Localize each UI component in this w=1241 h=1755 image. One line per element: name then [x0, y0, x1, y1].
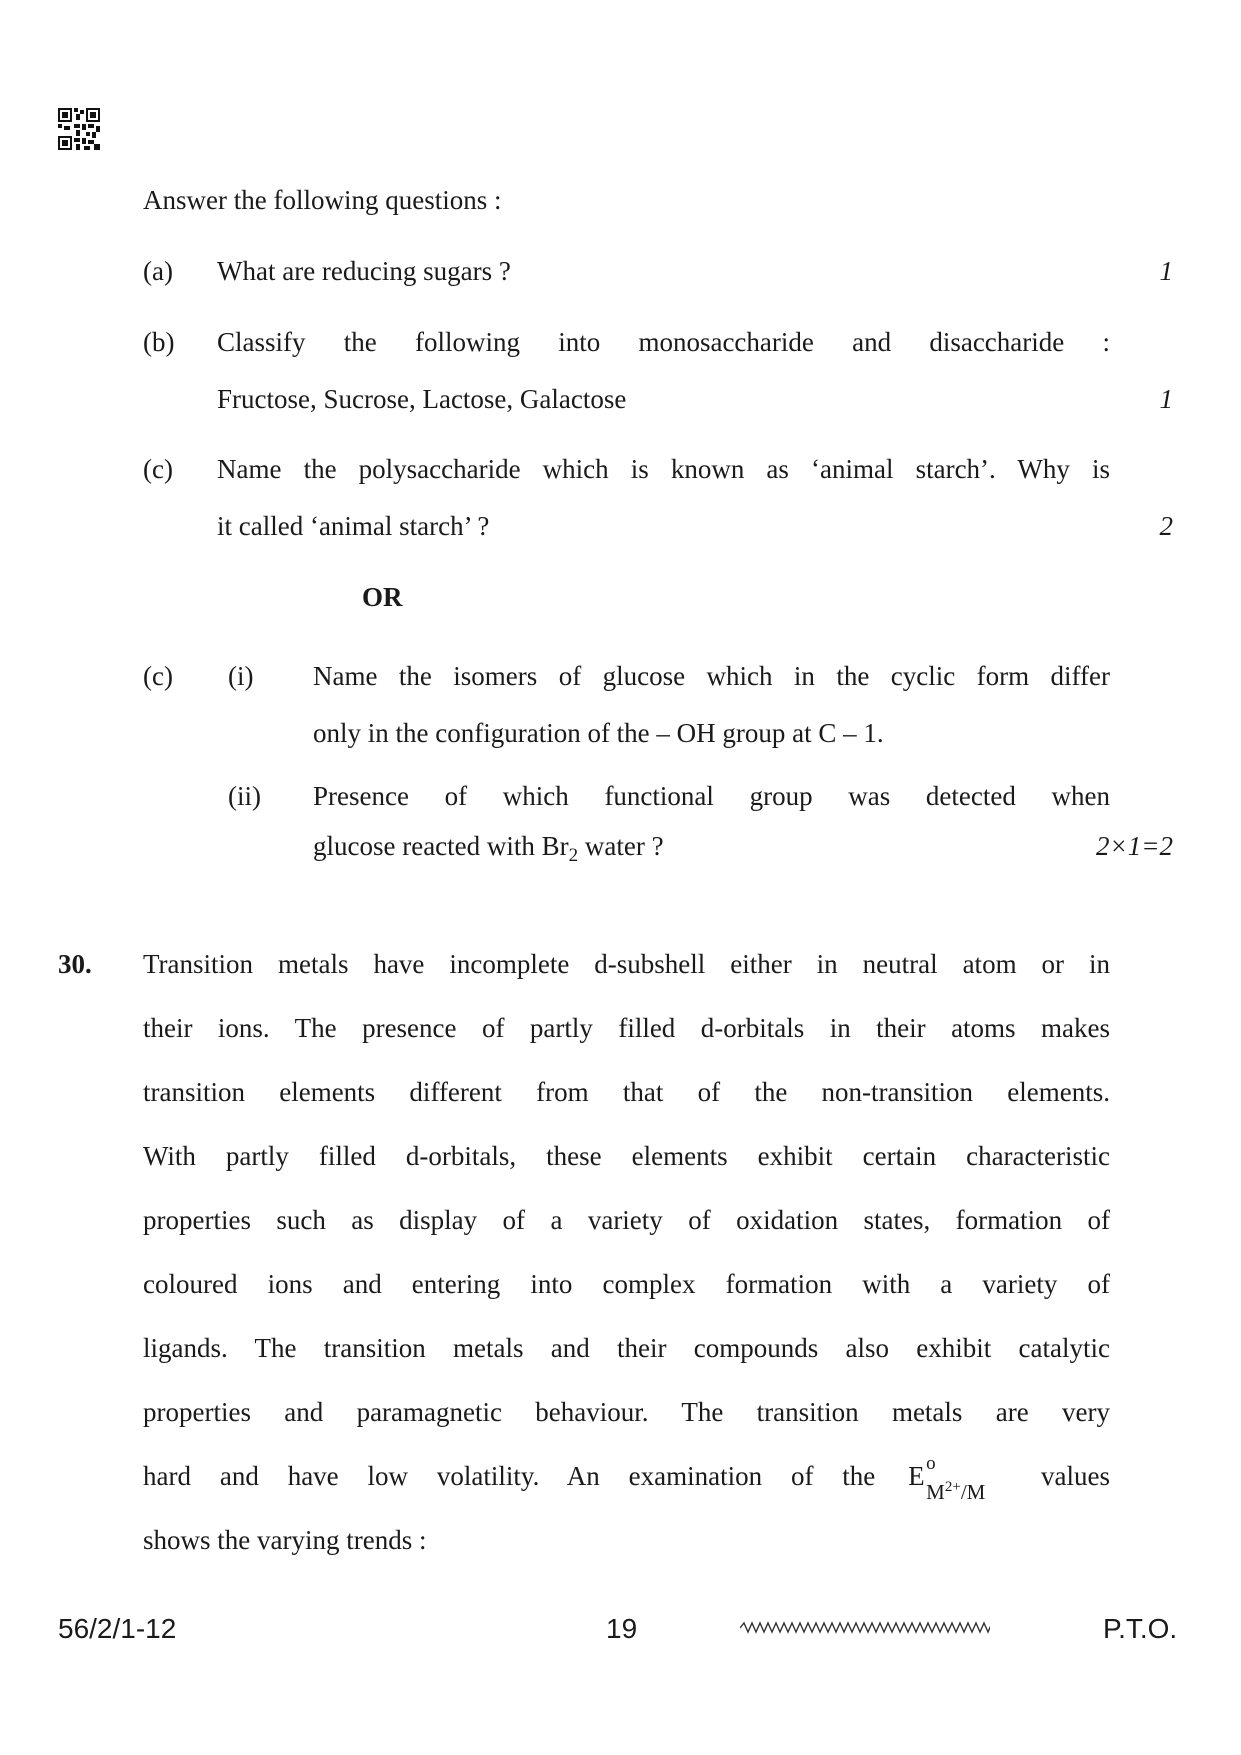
q30-line-6: coloured ions and entering into complex formation with a variety of: [143, 1269, 1110, 1299]
q29c-alt-i-label: (i): [228, 661, 254, 691]
q30-number: 30.: [58, 949, 92, 979]
q29b-line2: Fructose, Sucrose, Lactose, Galactose: [217, 384, 627, 414]
q30-line-8: properties and paramagnetic behaviour. The transition metals are very: [143, 1397, 1110, 1427]
q29a-label: (a): [143, 256, 173, 286]
pto-label: P.T.O.: [1103, 1613, 1178, 1644]
q29c-alt-i-line2: only in the configuration of the – OH group at C – 1.: [313, 718, 884, 748]
q29c-label: (c): [143, 454, 173, 484]
q29c-alt-i-line1: Name the isomers of glucose which in the cyclic form differ: [313, 661, 1110, 691]
paper-code: 56/2/1-12: [58, 1613, 177, 1644]
q29a-text: What are reducing sugars ?: [217, 256, 511, 286]
q29a-mark: 1: [1159, 256, 1173, 286]
q29c-alt-label: (c): [143, 661, 173, 691]
q29c-line1: Name the polysaccharide which is known as ‘animal starch’. Why is: [217, 454, 1110, 484]
electrode-potential-symbol: E o $M^{2+}/M$: [908, 1453, 986, 1504]
qr-code-icon: [58, 108, 100, 150]
q29c-alt-ii-line1: Presence of which functional group was detected when: [313, 781, 1110, 811]
q29b-line1: Classify the following into monosaccharide and disaccharide :: [217, 327, 1110, 357]
or-divider: OR: [362, 582, 403, 612]
q30-line-5: properties such as display of a variety of oxidation states, formation of: [143, 1205, 1110, 1235]
q30-line-10: shows the varying trends :: [143, 1525, 427, 1555]
q29c-mark: 2: [1159, 511, 1173, 541]
q29c-alt-mark: 2×1=2: [1096, 831, 1173, 861]
q30-line-2: their ions. The presence of partly filled d-orbitals in their atoms makes: [143, 1013, 1110, 1043]
q29c-alt-ii-line2: glucose reacted with $Br_2$ water ?: [313, 831, 664, 866]
q29c-alt-ii-label: (ii): [228, 781, 261, 811]
q30-line-1: Transition metals have incomplete d-subshell either in neutral atom or in: [143, 949, 1110, 979]
q29b-label: (b): [143, 327, 175, 357]
q30-line-9: hard and have low volatility. An examination of the E o $M^{2+}/M$ values: [143, 1453, 1111, 1504]
q29-intro: Answer the following questions :: [143, 185, 502, 215]
q30-line-3: transition elements different from that of the non-transition elements.: [143, 1077, 1110, 1107]
q30-line-7: ligands. The transition metals and their compounds also exhibit catalytic: [143, 1333, 1110, 1363]
q30-line-4: With partly filled d-orbitals, these elements exhibit certain characteristic: [143, 1141, 1110, 1171]
q29c-line2: it called ‘animal starch’ ?: [217, 511, 490, 541]
page-number: 19: [606, 1613, 638, 1644]
q29b-mark: 1: [1159, 384, 1173, 414]
wavy-line-icon: [740, 1618, 990, 1638]
